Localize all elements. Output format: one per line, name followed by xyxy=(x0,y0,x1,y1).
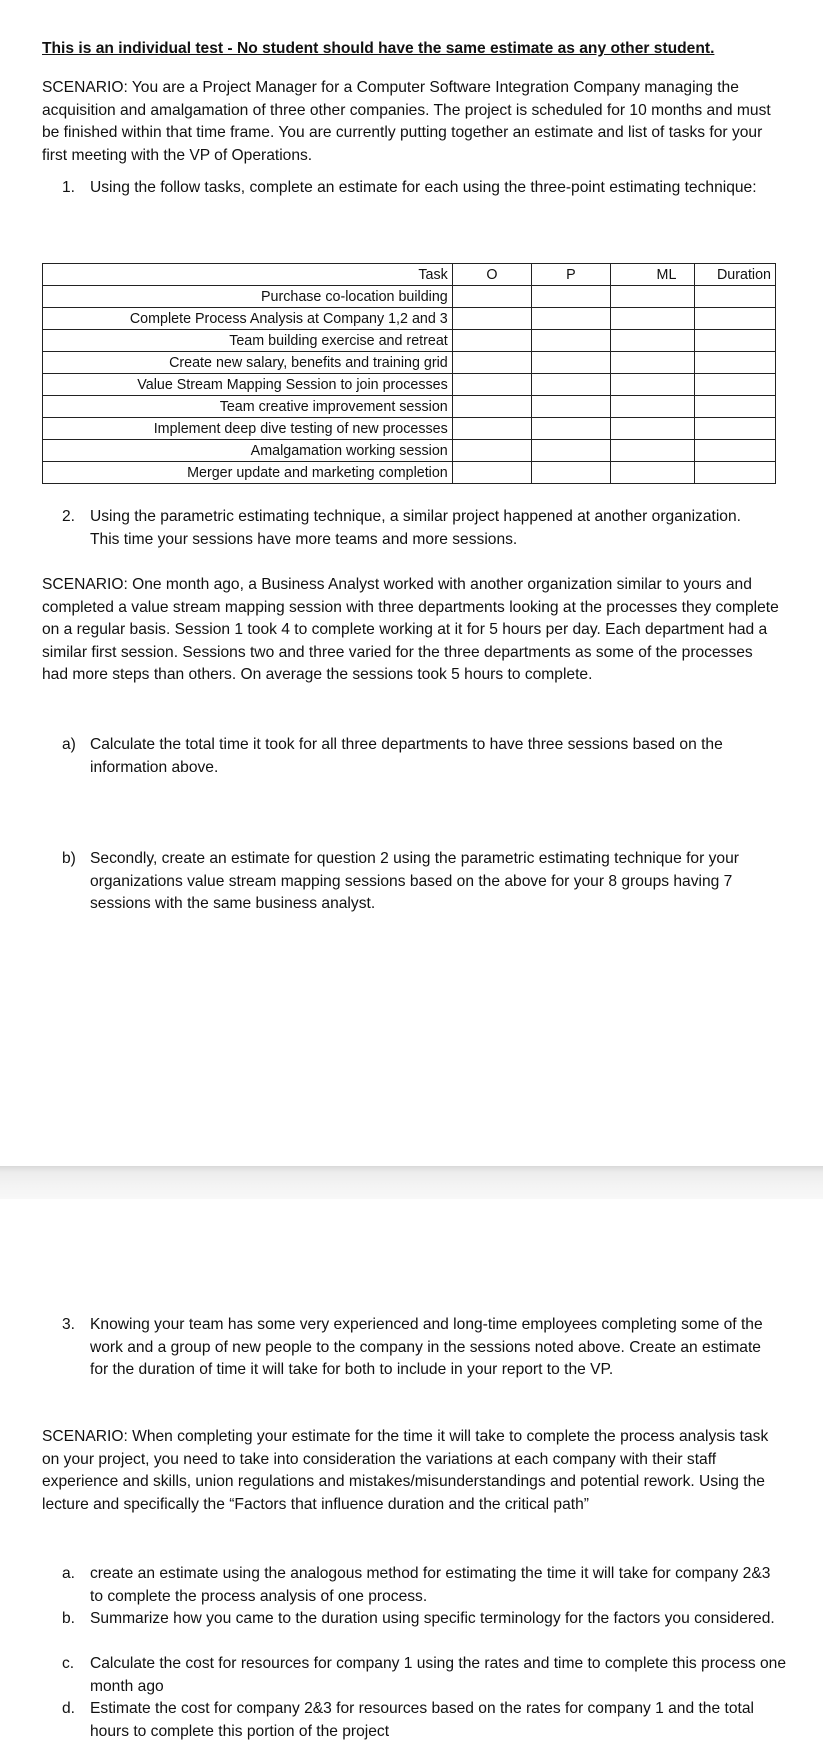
document-page-2 xyxy=(0,1199,823,1753)
table-row xyxy=(43,374,776,396)
scenario-1: SCENARIO: You are a Project Manager for a Computer Software Integration Company managing the acquisition and amalgamation of three other companies. The project is scheduled for 10 months and must be finished within that time frame. You are currently putting together an estimate and list of tasks for your first meeting with the VP of Operations. xyxy=(42,79,771,164)
duration-cell xyxy=(695,374,776,396)
table-row xyxy=(43,286,776,308)
ml-cell xyxy=(610,462,695,484)
table-row xyxy=(43,396,776,418)
o-cell xyxy=(452,462,531,484)
question-text: Using the parametric estimating technique, a similar project happened at another organization. This time your sessions have more teams and more sessions. xyxy=(90,508,741,548)
subitem-text: Estimate the cost for company 2&3 for resources based on the rates for company 1 and the total hours to complete this portion of the project xyxy=(90,1700,754,1740)
p-cell xyxy=(532,352,610,374)
duration-cell xyxy=(695,396,776,418)
three-point-estimate-table xyxy=(42,263,776,484)
header-duration: Duration xyxy=(695,264,776,286)
o-cell xyxy=(452,286,531,308)
table-header-row xyxy=(43,264,776,286)
o-cell xyxy=(452,330,531,352)
question-number: 3. xyxy=(62,1316,76,1333)
duration-cell xyxy=(695,308,776,330)
o-cell xyxy=(452,308,531,330)
task-cell: Value Stream Mapping Session to join processes xyxy=(43,374,453,396)
p-cell xyxy=(532,396,610,418)
subitem-text: Summarize how you came to the duration using specific terminology for the factors you considered. xyxy=(90,1610,775,1627)
p-cell xyxy=(532,418,610,440)
task-cell: Team building exercise and retreat xyxy=(43,330,453,352)
p-cell xyxy=(532,440,610,462)
question-number: 2. xyxy=(62,508,76,525)
ml-cell xyxy=(610,330,695,352)
o-cell xyxy=(452,440,531,462)
table-row xyxy=(43,330,776,352)
o-cell xyxy=(452,396,531,418)
duration-cell xyxy=(695,286,776,308)
table-row xyxy=(43,418,776,440)
task-cell: Create new salary, benefits and training grid xyxy=(43,352,453,374)
p-cell xyxy=(532,462,610,484)
duration-cell xyxy=(695,462,776,484)
ml-cell xyxy=(610,352,695,374)
p-cell xyxy=(532,286,610,308)
task-cell: Purchase co-location building xyxy=(43,286,453,308)
ml-cell xyxy=(610,308,695,330)
o-cell xyxy=(452,374,531,396)
table-row xyxy=(43,352,776,374)
o-cell xyxy=(452,352,531,374)
o-cell xyxy=(452,418,531,440)
header-pessimistic: P xyxy=(532,264,610,286)
duration-cell xyxy=(695,440,776,462)
p-cell xyxy=(532,374,610,396)
task-cell: Team creative improvement session xyxy=(43,396,453,418)
ml-cell xyxy=(610,440,695,462)
question-text: Using the follow tasks, complete an estimate for each using the three-point estimating technique: xyxy=(90,179,757,196)
question-text: Calculate the total time it took for all three departments to have three sessions based on the information above. xyxy=(90,736,723,776)
task-cell: Amalgamation working session xyxy=(43,440,453,462)
duration-cell xyxy=(695,330,776,352)
p-cell xyxy=(532,330,610,352)
ml-cell xyxy=(610,418,695,440)
question-text: Knowing your team has some very experienced and long-time employees completing some of the work and a group of new people to the company in the sessions noted above. Create an estimate for the duration of time it will take for both to include in your report to the VP. xyxy=(90,1316,763,1378)
p-cell xyxy=(532,308,610,330)
duration-cell xyxy=(695,352,776,374)
question-number: a) xyxy=(62,736,76,753)
table-row xyxy=(43,308,776,330)
task-cell: Complete Process Analysis at Company 1,2 and 3 xyxy=(43,308,453,330)
scenario-2: SCENARIO: One month ago, a Business Analyst worked with another organization similar to yours and completed a value stream mapping session with three departments looking at the processes they complete on a regular basis. Session 1 took 4 to complete working at it for 5 hours per day. Each department had a similar first session. Sessions two and three varied for the three departments as some of the processes had more steps than others. On average the sessions took 5 hours to complete. xyxy=(42,576,779,683)
subitem-letter: a. xyxy=(62,1565,76,1582)
question-number: b) xyxy=(62,850,76,867)
task-cell: Implement deep dive testing of new processes xyxy=(43,418,453,440)
subitem-letter: d. xyxy=(62,1700,76,1717)
table-row xyxy=(43,462,776,484)
header-most-likely: ML xyxy=(610,264,695,286)
page-separator xyxy=(0,1166,823,1199)
question-number: 1. xyxy=(62,179,76,196)
subitem-letter: b. xyxy=(62,1610,76,1627)
ml-cell xyxy=(610,396,695,418)
task-cell: Merger update and marketing completion xyxy=(43,462,453,484)
ml-cell xyxy=(610,286,695,308)
subitem-text: Calculate the cost for resources for company 1 using the rates and time to complete this process one month ago xyxy=(90,1655,787,1695)
subitem-letter: c. xyxy=(62,1655,75,1672)
header-optimistic: O xyxy=(452,264,531,286)
scenario-3: SCENARIO: When completing your estimate for the time it will take to complete the process analysis task on your project, you need to take into consideration the variations at each company with their staff experience and skills, union regulations and mistakes/misunderstandings and potential rework. Using the lecture and specifically the “Factors that influence duration and the critical path” xyxy=(42,1428,769,1513)
ml-cell xyxy=(610,374,695,396)
table-row xyxy=(43,440,776,462)
duration-cell xyxy=(695,418,776,440)
test-title: This is an individual test - No student should have the same estimate as any other student. xyxy=(42,40,715,57)
subitem-text: create an estimate using the analogous method for estimating the time it will take for company 2&3 to complete the process analysis of one process. xyxy=(90,1565,771,1605)
question-text: Secondly, create an estimate for question 2 using the parametric estimating technique for your organizations value stream mapping sessions based on the above for your 8 groups having 7 sessions with the same business analyst. xyxy=(90,850,739,912)
header-task: Task xyxy=(43,264,453,286)
